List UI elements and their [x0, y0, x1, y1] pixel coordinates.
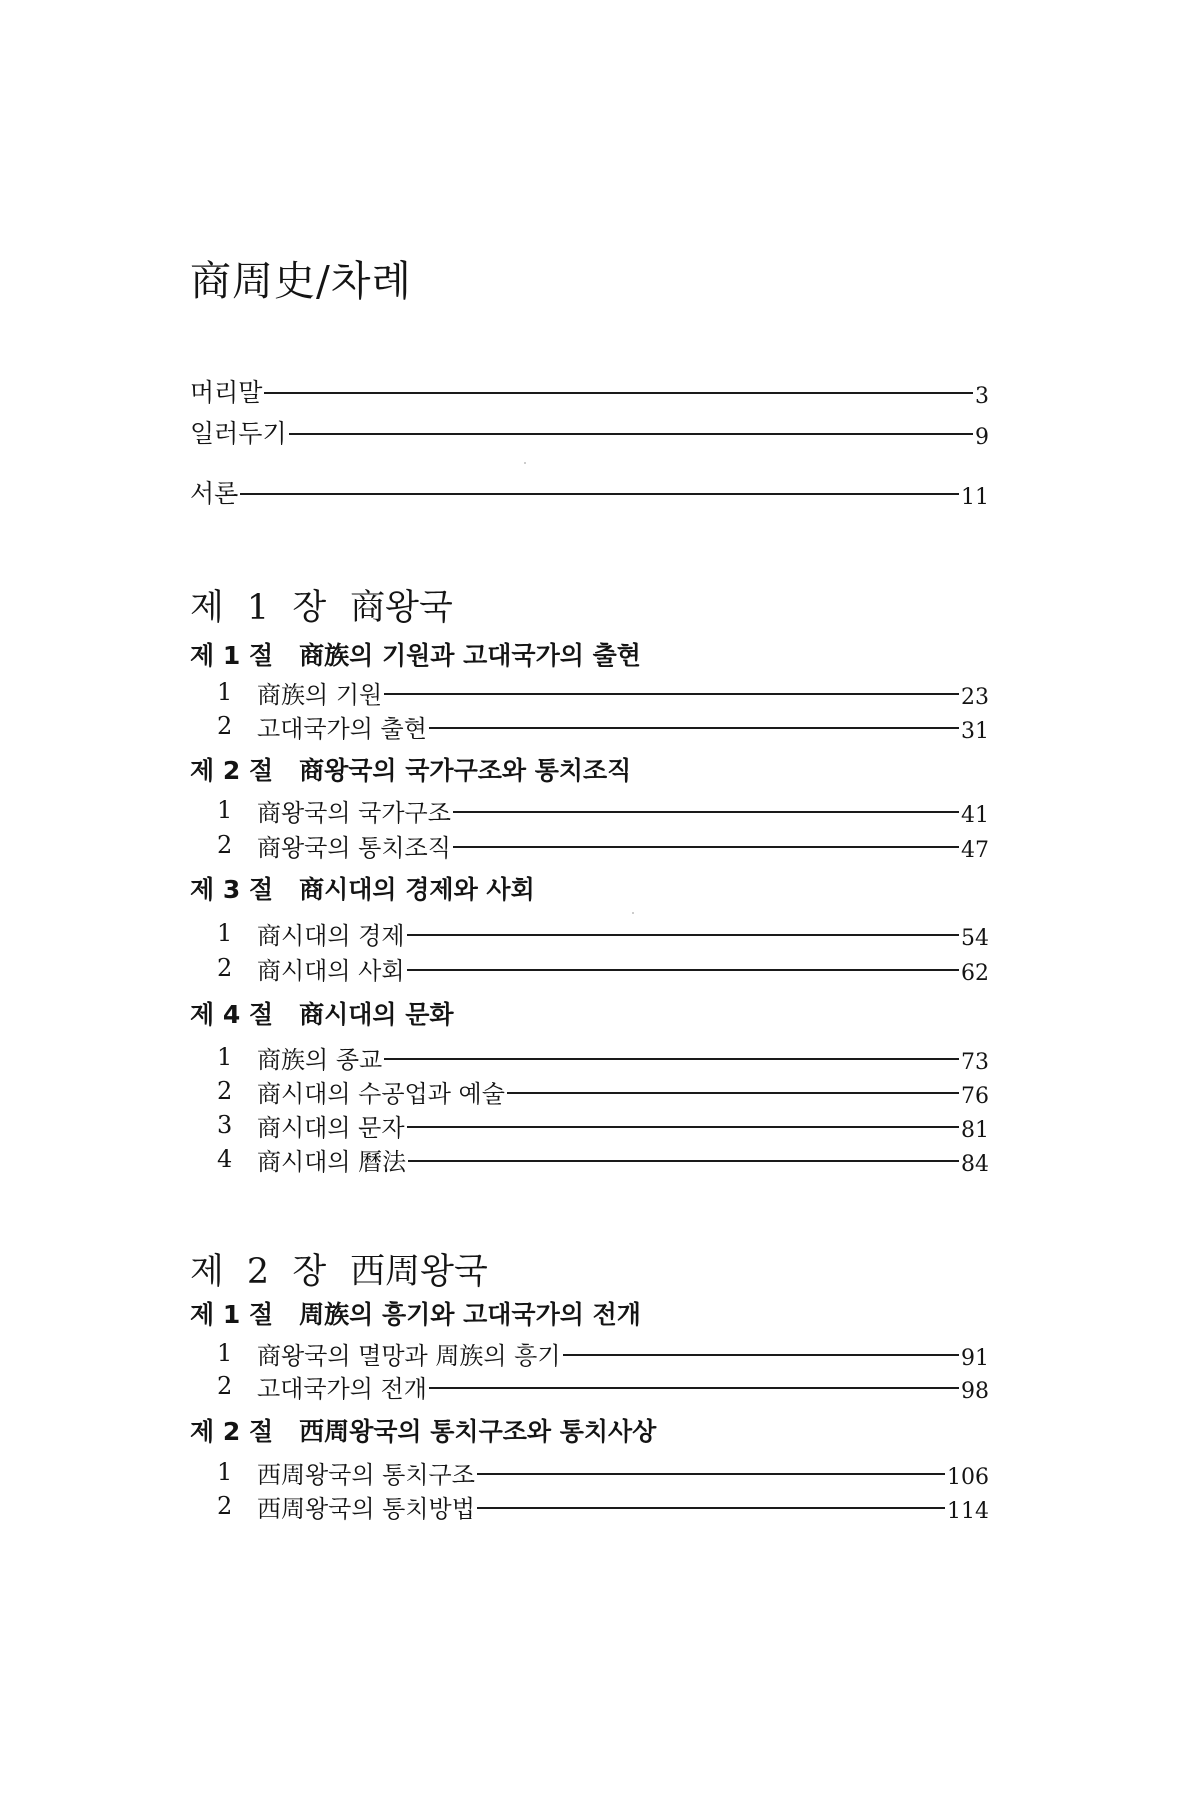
toc-page-number: 47 [961, 837, 989, 863]
toc-entry-label: 商왕국의 국가구조 [257, 798, 451, 827]
toc-page-number: 31 [961, 718, 989, 744]
chapter-heading[interactable] [190, 1244, 488, 1294]
toc-entry-number: 1 [217, 1339, 233, 1367]
section-number: 제 2 절 [190, 1417, 274, 1446]
toc-page-number: 9 [975, 424, 989, 450]
leader-line [408, 1160, 959, 1162]
toc-entry-number: 2 [217, 954, 233, 982]
toc-entry-label: 商시대의 사회 [257, 956, 405, 985]
section-heading[interactable] [190, 636, 641, 672]
section-title: 商왕국의 국가구조와 통치조직 [299, 756, 632, 785]
toc-entry-number: 1 [217, 1043, 233, 1071]
toc-entry-number: 1 [217, 919, 233, 947]
toc-entry[interactable] [217, 948, 989, 988]
toc-page-number: 62 [961, 960, 989, 986]
toc-entry-label: 商시대의 曆法 [257, 1147, 407, 1176]
toc-entry-label: 商族의 종교 [257, 1045, 383, 1074]
leader-line [429, 727, 959, 729]
toc-entry-label: 고대국가의 전개 [257, 1374, 427, 1403]
toc-entry-number: 2 [217, 1077, 233, 1105]
toc-entry-number: 1 [217, 1458, 233, 1486]
section-heading[interactable] [190, 870, 535, 906]
section-title: 周族의 흥기와 고대국가의 전개 [299, 1300, 641, 1329]
toc-page-number: 73 [961, 1049, 989, 1075]
leader-line [507, 1092, 959, 1094]
section-title: 商시대의 경제와 사회 [299, 875, 535, 904]
toc-entry-label: 商왕국의 멸망과 周族의 흥기 [257, 1341, 561, 1370]
toc-page-number: 114 [947, 1498, 989, 1524]
toc-page-number: 3 [975, 383, 989, 409]
leader-line [264, 392, 973, 394]
toc-page-number: 106 [947, 1464, 989, 1490]
leader-line [563, 1354, 959, 1356]
chapter-title: 西周왕국 [350, 1252, 488, 1292]
toc-page-number: 81 [961, 1117, 989, 1143]
toc-entry-number: 2 [217, 712, 233, 740]
leader-line [429, 1387, 959, 1389]
toc-entry[interactable] [217, 1486, 989, 1526]
toc-entry-label: 商시대의 문자 [257, 1113, 405, 1142]
toc-entry[interactable] [217, 790, 989, 830]
toc-entry-introduction[interactable] [190, 472, 989, 512]
toc-page-number: 98 [961, 1378, 989, 1404]
leader-line [407, 969, 959, 971]
section-title: 商族의 기원과 고대국가의 출현 [299, 641, 641, 670]
toc-entry-label: 商시대의 경제 [257, 921, 405, 950]
leader-line [477, 1473, 945, 1475]
leader-line [384, 1058, 959, 1060]
leader-line [289, 433, 973, 435]
toc-entry[interactable] [217, 1139, 989, 1179]
leader-line [407, 1126, 959, 1128]
section-number: 제 3 절 [190, 875, 274, 904]
toc-entry-number: 2 [217, 1372, 233, 1400]
section-heading[interactable] [190, 1412, 656, 1448]
toc-page-number: 11 [961, 484, 989, 510]
toc-entry-number: 4 [217, 1145, 233, 1173]
toc-entry-label: 西周왕국의 통치구조 [257, 1460, 475, 1489]
toc-entry-number: 1 [217, 678, 233, 706]
leader-line [384, 693, 959, 695]
leader-line [407, 934, 959, 936]
toc-entry-label: 일러두기 [190, 419, 287, 448]
page-title: 商周史/차례 [190, 257, 413, 305]
leader-line [240, 493, 959, 495]
paper-speck [632, 912, 634, 914]
chapter-number: 제 2 장 [190, 1252, 327, 1292]
section-heading[interactable] [190, 751, 631, 787]
toc-page-number: 76 [961, 1083, 989, 1109]
section-number: 제 4 절 [190, 1000, 274, 1029]
leader-line [477, 1507, 945, 1509]
section-title: 西周왕국의 통치구조와 통치사상 [299, 1417, 657, 1446]
chapter-title: 商왕국 [350, 588, 453, 628]
toc-entry[interactable] [217, 1366, 989, 1406]
toc-page-number: 54 [961, 925, 989, 951]
toc-entry[interactable] [217, 913, 989, 953]
toc-entry-number: 2 [217, 831, 233, 859]
toc-entry-label: 商시대의 수공업과 예술 [257, 1079, 505, 1108]
section-title: 商시대의 문화 [299, 1000, 454, 1029]
leader-line [453, 846, 959, 848]
chapter-heading[interactable] [190, 580, 453, 630]
section-heading[interactable] [190, 1295, 641, 1331]
toc-entry-label: 고대국가의 출현 [257, 714, 427, 743]
toc-entry-number: 1 [217, 796, 233, 824]
section-number: 제 1 절 [190, 1300, 274, 1329]
toc-entry-number: 2 [217, 1492, 233, 1520]
chapter-number: 제 1 장 [190, 588, 327, 628]
section-heading[interactable] [190, 995, 454, 1031]
toc-page-number: 23 [961, 684, 989, 710]
toc-page-number: 91 [961, 1345, 989, 1371]
section-number: 제 1 절 [190, 641, 274, 670]
leader-line [453, 811, 959, 813]
toc-entry-label: 商왕국의 통치조직 [257, 833, 451, 862]
toc-page-number: 84 [961, 1151, 989, 1177]
toc-page-number: 41 [961, 802, 989, 828]
toc-entry-preface[interactable] [190, 371, 989, 411]
section-number: 제 2 절 [190, 756, 274, 785]
toc-entry[interactable] [217, 706, 989, 746]
toc-entry-notes[interactable] [190, 412, 989, 452]
toc-entry-label: 머리말 [190, 378, 263, 407]
toc-entry-number: 3 [217, 1111, 233, 1139]
paper-speck [524, 462, 526, 464]
toc-entry-label: 商族의 기원 [257, 680, 383, 709]
toc-entry-label: 서론 [190, 479, 239, 508]
toc-entry-label: 西周왕국의 통치방법 [257, 1494, 475, 1523]
toc-entry[interactable] [217, 825, 989, 865]
